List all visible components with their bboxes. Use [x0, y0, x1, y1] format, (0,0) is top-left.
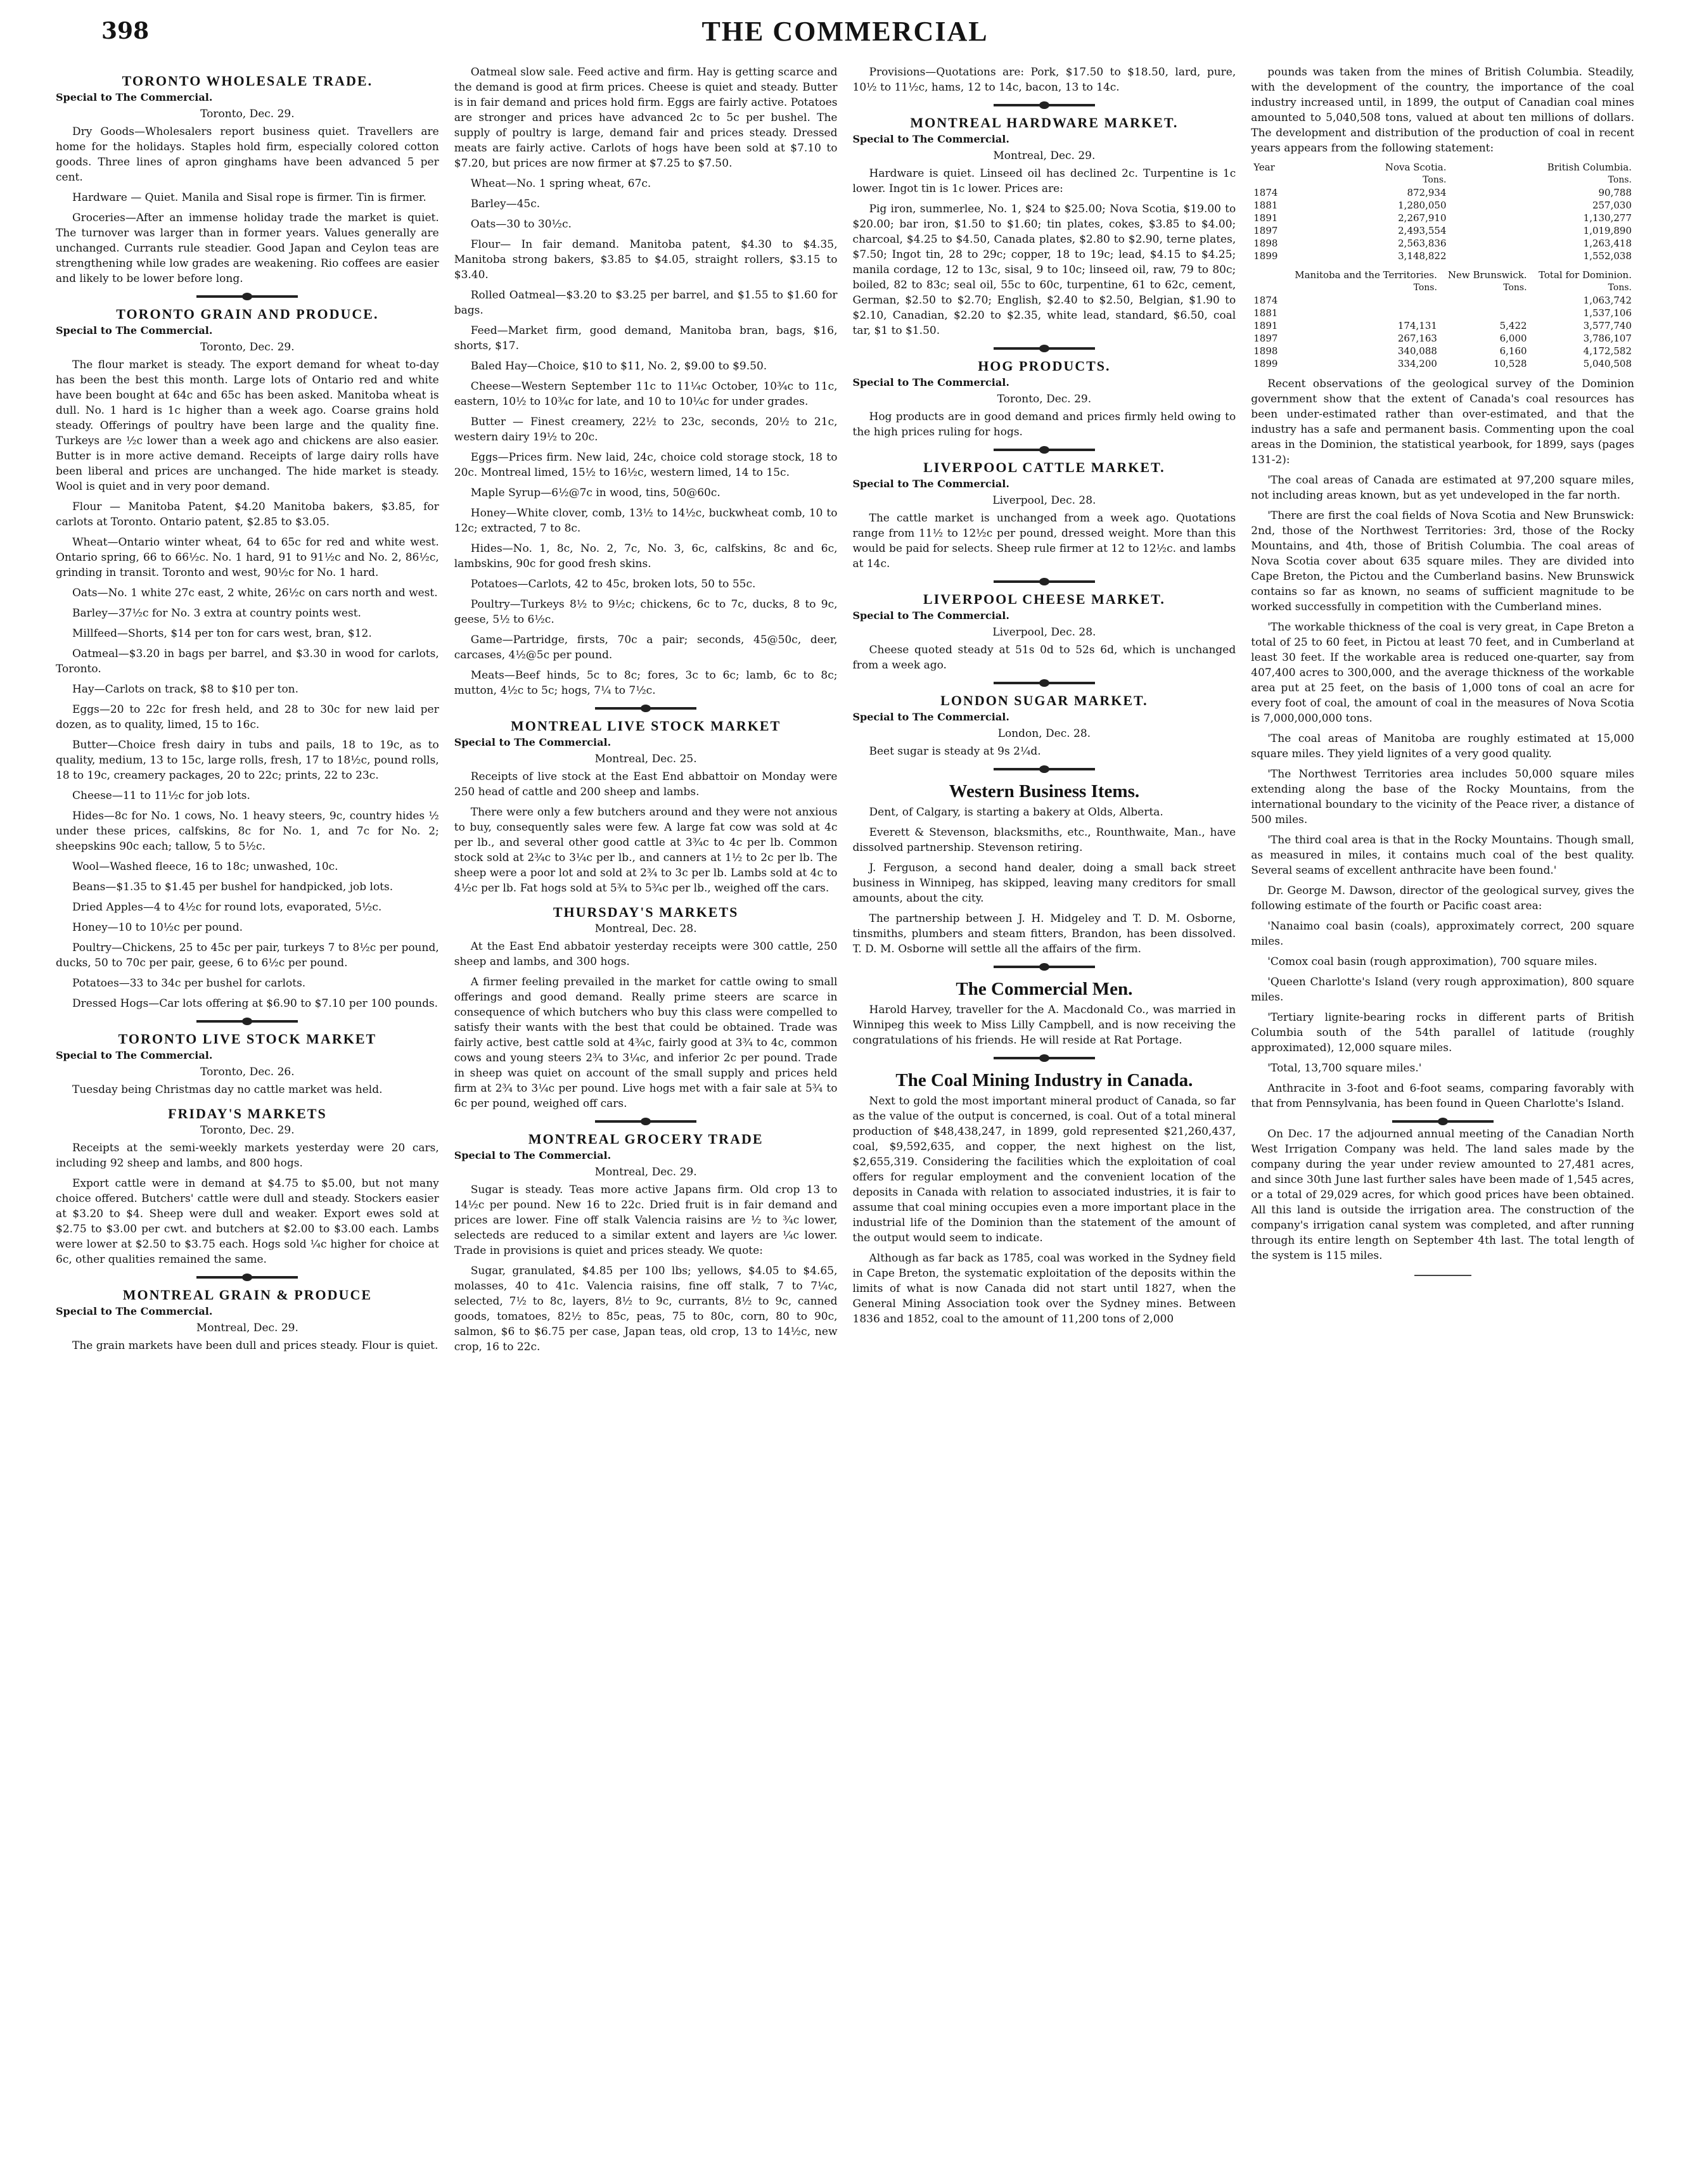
paragraph: The partnership between J. H. Midgeley and T. D. M. Osborne, tinsmiths, plumbers and steam fitters, Brandon, has been dissolved. T. D. M. Osborne will settle all the affairs of the firm. — [852, 912, 1236, 955]
paragraph: Feed—Market firm, good demand, Manitoba bran, bags, $16, shorts, $17. — [454, 324, 838, 352]
paragraph: pounds was taken from the mines of British Columbia. Steadily, with the development of the country, the importance of the coal industry increased until, in 1899, the output of Canadian coal mines amounted to 5,040,508 tons, valued at about ten millions of dollars. The development and distribution of the production of coal in recent years appears from the following statement: — [1251, 66, 1634, 155]
paragraph: 'There are first the coal fields of Nova Scotia and New Brunswick: 2nd, those of the Northwest Territories: 3rd, those of the Rocky Mountains, and 4th, those of British Columbia. The coal areas of Nova Scotia cover about 635 square miles. They are divided into Cape Breton, the Pictou and the Cumberland basins. New Brunswick contains so far as known, no seams of sufficient magnitude to be worked successfully in competition with the Cumberland mines. — [1251, 509, 1634, 613]
special-line: Special to The Commercial. — [56, 324, 213, 336]
columns — [56, 65, 1634, 2181]
dateline: Montreal, Dec. 29. — [993, 150, 1096, 162]
paragraph: Game—Partridge, firsts, 70c a pair; seconds, 45@50c, deer, carcases, 4½@5c per pound. — [454, 634, 838, 661]
paragraph: Oats—30 to 30½c. — [470, 218, 572, 231]
paragraph: The grain markets have been dull and prices steady. Flour is quiet. — [72, 1339, 439, 1352]
table-cell: 1,063,742 — [1583, 295, 1632, 306]
table-cell — [1283, 294, 1440, 307]
unit-label — [1251, 281, 1282, 294]
table-header: British Columbia. — [1547, 162, 1632, 173]
table-cell: 334,200 — [1397, 358, 1437, 369]
table-cell: 1897 — [1253, 225, 1278, 236]
table-row — [1251, 307, 1634, 319]
table-cell: 3,148,822 — [1398, 250, 1447, 262]
table-cell: 1,019,890 — [1583, 225, 1632, 236]
section-divider — [1392, 1120, 1494, 1123]
paragraph: Maple Syrup—6½@7c in wood, tins, 50@60c. — [470, 487, 720, 499]
special-line: Special to The Commercial. — [852, 376, 1009, 388]
paragraph: Receipts at the semi-weekly markets yesterday were 20 cars, including 92 sheep and lambs, and 800 hogs. — [56, 1142, 439, 1170]
section-divider — [994, 449, 1095, 451]
paragraph: Pig iron, summerlee, No. 1, $24 to $25.00; Nova Scotia, $19.00 to $20.00; bar iron, $1.50 to $1.60; tin plates, cokes, $3.85 to $4.00; charcoal, $4.25 to $4.50, Canada plates, $2.80 to $2.90, terne plates, $7.50; Ingot tin, 28 to 29c; copper, 18 to 19c; lead, $4.15 to $4.25; manila cordage, 12 to 13c, sisal, 9 to 10c; linseed oil, raw, 79 to 80c; boiled, 82 to 83c; seal oil, 55c to 60c, turpentine, 61 to 62c, cement, German, $2.50 to $2.70; English, $2.40 to $2.50, Belgian, $1.90 to $2.10, Canadian, $2.20 to $2.35, white lead, standard, $6.50, coal tar, $1 to $1.50. — [852, 203, 1236, 337]
table-cell: 3,577,740 — [1583, 320, 1632, 331]
table-row — [1251, 294, 1634, 307]
table-cell: 2,563,836 — [1398, 238, 1447, 249]
table-cell: 340,088 — [1397, 345, 1437, 357]
paragraph: Hardware — Quiet. Manila and Sisal rope is firmer. Tin is firmer. — [72, 191, 426, 204]
paragraph: 'The third coal area is that in the Rocky Mountains. Though small, as measured in miles, it contains much coal of the best quality. Several seams of excellent anthracite have been found.' — [1251, 834, 1634, 877]
unit-label: Tons. — [1423, 175, 1447, 185]
paragraph: Flour— In fair demand. Manitoba patent, $4.30 to $4.35, Manitoba strong bakers, $3.85 to $4.05, straight rollers, $3.15 to $3.40. — [454, 238, 838, 281]
special-line: Special to The Commercial. — [852, 711, 1009, 723]
table-cell: 1899 — [1253, 250, 1278, 262]
section-heading: LIVERPOOL CHEESE MARKET. — [923, 591, 1165, 607]
dateline: Toronto, Dec. 29. — [997, 393, 1092, 406]
paragraph: Beet sugar is steady at 9s 2¼d. — [869, 745, 1041, 758]
paragraph: Receipts of live stock at the East End abbattoir on Monday were 250 head of cattle and 200 sheep and lambs. — [454, 770, 838, 798]
table-cell: 5,040,508 — [1583, 358, 1632, 369]
table-cell: 872,934 — [1407, 187, 1447, 198]
dateline: Montreal, Dec. 28. — [594, 923, 697, 935]
table-cell: 1891 — [1253, 320, 1278, 331]
article-heading: The Commercial Men. — [956, 979, 1133, 999]
paragraph: Groceries—After an immense holiday trade the market is quiet. The turnover was larger than in former years. Values generally are unchanged. Currants rule steadier. Good Japan and Ceylon teas are strengthening while low grades are weakening. Rio coffees are easier and likely to be lower before long. — [56, 212, 439, 285]
paragraph: Barley—45c. — [470, 198, 541, 210]
table-cell: 1891 — [1253, 212, 1278, 224]
masthead — [56, 11, 1634, 51]
paragraph: A firmer feeling prevailed in the market for cattle owing to small offerings and good demand. Really prime steers are scarce in consequence of which butchers who buy this class were compelled to satisfy their wants with the best that could be obtained. Trade was fairly active, best cattle sold at 4¾c, fairly good at 3¾ to 4c, common cows and young steers 2¾ to 3¼c, and inferior 2c per pound. Trade in sheep was quiet on account of the small supply and prices held firm at 2¾ to 3¼c per pound. Live hogs met with a fair sale at 5¾ to 6c per pound, weighed off cars. — [454, 976, 838, 1110]
paragraph: Beans—$1.35 to $1.45 per bushel for handpicked, job lots. — [72, 881, 394, 893]
paragraph: The flour market is steady. The export demand for wheat to-day has been the best this month. Large lots of Ontario red and white have been bought at 64c and 65c has been asked. Manitoba wheat is dull. No. 1 hard is 1c higher than a week ago. Coarse grains hold steady. Offerings of poultry have been large and the quality fine. Turkeys are ½c lower than a week ago and chickens are also easier. Butter is in more active demand. Receipts of large dairy rolls have been liberal and prices are unchanged. The hide market is steady. Wool is quiet and in very poor demand. — [56, 359, 439, 493]
section-divider — [595, 707, 696, 710]
section-divider — [196, 1276, 298, 1279]
coal-output-table-1 — [1251, 161, 1634, 262]
section-heading: MONTREAL HARDWARE MARKET. — [910, 115, 1179, 131]
table-cell: 1897 — [1253, 333, 1278, 344]
dateline: Liverpool, Dec. 28. — [992, 626, 1096, 639]
paragraph: Oatmeal slow sale. Feed active and firm. Hay is getting scarce and the demand is good at firm prices. Cheese is quiet and steady. Butter is in fair demand and prices hold firm. Eggs are fairly active. Potatoes are stronger and prices have advanced 2c to 5c per bushel. The supply of poultry is large, demand fair and prices steady. Dressed meats are fairly active. Carlots of hogs have been sold at $7.10 to $7.20, but prices are now firmer at $7.25 to $7.50. — [454, 66, 838, 170]
unit-label: Tons. — [1608, 175, 1632, 185]
table-header: Year — [1253, 162, 1275, 173]
section-divider — [994, 104, 1095, 106]
paragraph: Hardware is quiet. Linseed oil has declined 2c. Turpentine is 1c lower. Ingot tin is 1c lower. Prices are: — [852, 167, 1236, 195]
paragraph: Tuesday being Christmas day no cattle market was held. — [72, 1083, 383, 1096]
paragraph: Potatoes—Carlots, 42 to 45c, broken lots, 50 to 55c. — [470, 578, 756, 591]
table-cell — [1440, 294, 1530, 307]
section-divider — [595, 1120, 696, 1123]
paragraph: Eggs—Prices firm. New laid, 24c, choice cold storage stock, 18 to 20c. Montreal limed, 15½ to 16½c, western limed, 14 to 15c. — [454, 451, 838, 479]
article-heading: The Coal Mining Industry in Canada. — [895, 1070, 1193, 1090]
paragraph: 'The Northwest Territories area includes 50,000 square miles extending along the base of the Rocky Mountains, from the international boundary to the vicinity of the Peace river, a distance of 500 miles. — [1251, 768, 1634, 826]
table-row — [1251, 319, 1634, 332]
paragraph: Dried Apples—4 to 4½c for round lots, evaporated, 5½c. — [72, 901, 382, 914]
table-cell: 2,267,910 — [1398, 212, 1447, 224]
paragraph: Meats—Beef hinds, 5c to 8c; fores, 3c to 6c; lamb, 6c to 8c; mutton, 4½c to 5c; hogs, 7¼ to 7½c. — [454, 669, 838, 697]
unit-label — [1251, 174, 1312, 186]
table-cell: 1,537,106 — [1583, 307, 1632, 319]
special-line: Special to The Commercial. — [56, 91, 213, 103]
paragraph: Sugar is steady. Teas more active Japans firm. Old crop 13 to 14½c per pound. New 16 to 22c. Dried fruit is in fair demand and prices are lower. Fine off stalk Valencia raisins are ½ to ¾c lower, selecteds are reduced to a similar extent and layers are ¼c lower. Trade in provisions is quiet and prices steady. We quote: — [454, 1184, 838, 1257]
dateline: London, Dec. 28. — [997, 727, 1091, 740]
paragraph: Flour — Manitoba Patent, $4.20 Manitoba bakers, $3.85, for carlots at Toronto. Ontario patent, $2.85 to $3.05. — [56, 501, 439, 528]
article-heading: Western Business Items. — [949, 781, 1140, 801]
paragraph: Rolled Oatmeal—$3.20 to $3.25 per barrel, and $1.55 to $1.60 for bags. — [454, 289, 838, 317]
paragraph: Dent, of Calgary, is starting a bakery at Olds, Alberta. — [869, 806, 1163, 819]
table-cell: 1,280,050 — [1398, 200, 1447, 211]
paragraph: 'Total, 13,700 square miles.' — [1267, 1062, 1422, 1075]
table-cell: 3,786,107 — [1583, 333, 1632, 344]
table-cell: 4,172,582 — [1583, 345, 1632, 357]
dateline: Toronto, Dec. 29. — [200, 1124, 295, 1137]
paragraph: Cheese quoted steady at 51s 0d to 52s 6d, which is unchanged from a week ago. — [852, 644, 1236, 672]
paragraph: Butter — Finest creamery, 22½ to 23c, seconds, 20½ to 21c, western dairy 19½ to 20c. — [454, 416, 838, 444]
paragraph: Poultry—Chickens, 25 to 45c per pair, turkeys 7 to 8½c per pound, ducks, 50 to 70c per pair, geese, 6 to 6½c per pound. — [56, 942, 439, 969]
table-row — [1251, 212, 1634, 224]
paragraph: Hay—Carlots on track, $8 to $10 per ton. — [72, 683, 299, 696]
paragraph: Hides—8c for No. 1 cows, No. 1 heavy steers, 9c, country hides ½ under these prices, calfskins, 8c for No. 1, and 7c for No. 2; sheepskins 90c each; tallow, 5 to 5½c. — [56, 810, 439, 853]
table-cell: 1898 — [1253, 238, 1278, 249]
section-heading: HOG PRODUCTS. — [978, 358, 1111, 374]
paragraph: Barley—37½c for No. 3 extra at country points west. — [72, 607, 361, 620]
table-cell: 1,552,038 — [1583, 250, 1632, 262]
table-cell: 6,000 — [1499, 333, 1527, 344]
section-divider — [994, 1057, 1095, 1059]
paragraph: Hog products are in good demand and prices firmly held owing to the high prices ruling for hogs. — [852, 411, 1236, 438]
paragraph: Anthracite in 3-foot and 6-foot seams, comparing favorably with that from Pennsylvania, has been found in Queen Charlotte's Island. — [1251, 1082, 1634, 1110]
table-cell: 90,788 — [1598, 187, 1632, 198]
table-cell — [1283, 307, 1440, 319]
table-cell: 267,163 — [1397, 333, 1437, 344]
page-number: 398 — [101, 18, 150, 44]
section-heading: MONTREAL GROCERY TRADE — [528, 1131, 764, 1147]
paragraph: Eggs—20 to 22c for fresh held, and 28 to 30c for new laid per dozen, as to quality, limed, 15 to 16c. — [56, 703, 439, 731]
table-row — [1251, 345, 1634, 357]
table-row — [1251, 186, 1634, 199]
section-heading: TORONTO GRAIN AND PRODUCE. — [116, 306, 379, 322]
paragraph: Butter—Choice fresh dairy in tubs and pails, 18 to 19c, as to quality, medium, 13 to 15c, large rolls, fresh, 17 to 18½c, pound rolls, 18 to 19c, creamery packages, 20 to 22c; prints, 22 to 23c. — [56, 739, 439, 782]
table-header — [1251, 269, 1282, 281]
section-divider — [196, 295, 298, 298]
paragraph: Honey—10 to 10½c per pound. — [72, 921, 243, 934]
paragraph: 'The coal areas of Manitoba are roughly estimated at 15,000 square miles. They yield lignites of a very good quality. — [1251, 732, 1634, 760]
table-cell: 1899 — [1253, 358, 1278, 369]
paragraph: Dr. George M. Dawson, director of the geological survey, gives the following estimate of the fourth or Pacific coast area: — [1251, 884, 1634, 912]
paragraph: On Dec. 17 the adjourned annual meeting of the Canadian North West Irrigation Company was held. The land sales made by the company during the year under review amounted to 27,481 acres, and since 30th June last further sales have been made of 1,545 acres, or a total of 29,029 acres, for which good prices have been obtained. All this land is outside the irrigation area. The construction of the company's irrigation canal system was completed, and after running through its entire length on September 4th last. The total length of the system is 115 miles. — [1251, 1128, 1634, 1262]
paragraph: Baled Hay—Choice, $10 to $11, No. 2, $9.00 to $9.50. — [470, 360, 767, 373]
table-cell: 1898 — [1253, 345, 1278, 357]
dateline: Montreal, Dec. 29. — [594, 1166, 697, 1178]
paragraph: 'The workable thickness of the coal is very great, in Cape Breton a total of 25 to 60 feet, in Pictou at least 70 feet, and in Cumberland at least 30 feet. If the workable area is reduced one-quarter, say from 407,400 acres to 300,000, and the average thickness of the workable area put at 25 feet, on the basis of 1,000 tons of coal an acre for every foot of coal, the amount of coal in the measures of Nova Scotia is 7,000,000,000 tons. — [1251, 621, 1634, 725]
table-header: Nova Scotia. — [1385, 162, 1447, 173]
section-heading: MONTREAL LIVE STOCK MARKET — [510, 718, 781, 734]
sub-heading: FRIDAY'S MARKETS — [168, 1106, 327, 1121]
paragraph: There were only a few butchers around and they were not anxious to buy, consequently sales were few. A large fat cow was sold at 4c per lb., and several other good cattle at 3¾c to 4c per lb. Common stock sold at 2¾c to 3¼c per lb., and canners at 1½ to 2c per lb. The sheep were a poor lot and sold at 2¾ to 3c per lb. Lambs sold at 4c to 4½c per lb. Fat hogs sold at 5¾ to 5¾c per lb., weighed off the cars. — [454, 806, 838, 895]
special-line: Special to The Commercial. — [852, 133, 1009, 145]
section-divider — [994, 580, 1095, 583]
paragraph: Cheese—Western September 11c to 11¼c October, 10¾c to 11c, eastern, 10½ to 10¾c for late, and 10 to 10¼c for under grades. — [454, 380, 838, 408]
coal-article-rest — [1251, 376, 1634, 1263]
dateline: Toronto, Dec. 29. — [200, 108, 295, 120]
end-rule — [1414, 1275, 1471, 1276]
table-cell: 1874 — [1253, 295, 1278, 306]
table-row — [1251, 357, 1634, 370]
section-divider — [994, 682, 1095, 684]
paragraph: 'Queen Charlotte's Island (very rough approximation), 800 square miles. — [1251, 976, 1634, 1004]
table-cell: 5,422 — [1499, 320, 1527, 331]
section-heading: MONTREAL GRAIN & PRODUCE — [122, 1287, 373, 1303]
table-cell: 1881 — [1253, 307, 1278, 319]
special-line: Special to The Commercial. — [852, 610, 1009, 622]
newspaper-title: THE COMMERCIAL — [701, 16, 989, 47]
paragraph: Wool—Washed fleece, 16 to 18c; unwashed, 10c. — [72, 860, 338, 873]
paragraph: At the East End abbatoir yesterday receipts were 300 cattle, 250 sheep and lambs, and 300 hogs. — [454, 940, 838, 968]
table-cell: 10,528 — [1494, 358, 1527, 369]
section-divider — [994, 768, 1095, 770]
paragraph: Dressed Hogs—Car lots offering at $6.90 to $7.10 per 100 pounds. — [72, 997, 439, 1010]
dateline: Montreal, Dec. 29. — [196, 1322, 298, 1334]
sub-heading: THURSDAY'S MARKETS — [553, 904, 739, 920]
dateline: Montreal, Dec. 25. — [594, 753, 697, 765]
dateline: Liverpool, Dec. 28. — [992, 494, 1096, 507]
paragraph: Poultry—Turkeys 8½ to 9½c; chickens, 6c to 7c, ducks, 8 to 9c, geese, 5½ to 6½c. — [454, 598, 838, 626]
paragraph: Millfeed—Shorts, $14 per ton for cars west, bran, $12. — [72, 627, 372, 640]
coal-article-continued — [1251, 65, 1634, 156]
table-cell — [1440, 307, 1530, 319]
paragraph: Wheat—No. 1 spring wheat, 67c. — [470, 177, 651, 190]
paragraph: Dry Goods—Wholesalers report business quiet. Travellers are home for the holidays. Staples hold firm, especially colored cotton goods. Three lines of apron ginghams have been advanced 5 per cent. — [56, 125, 439, 184]
table-header: Manitoba and the Territories. — [1295, 269, 1437, 281]
paragraph: 'The coal areas of Canada are estimated at 97,200 square miles, not including areas known, but as yet undeveloped in the far north. — [1251, 474, 1634, 502]
paragraph: Honey—White clover, comb, 13½ to 14½c, buckwheat comb, 10 to 12c; extracted, 7 to 8c. — [454, 507, 838, 535]
unit-label: Tons. — [1413, 283, 1437, 293]
paragraph: Next to gold the most important mineral product of Canada, so far as the value of the output is concerned, is coal. Out of a total mineral production of $48,438,247, in 1899, gold represented $21,260,437, coal, $9,592,635, and copper, the next highest on the list, $2,655,319. Considering the facilities which the exploitation of coal offers for regular employment and the convenient location of the deposits in Canada with relation to associated industries, it is fair to assume that coal mining occupies even a more important place in the industrial life of the Dominion than the statement of the amount of the output would seem to indicate. — [852, 1095, 1236, 1244]
paragraph: Harold Harvey, traveller for the A. Macdonald Co., was married in Winnipeg this week to Miss Lilly Campbell, and is now receiving the congratulations of his friends. He will reside at Rat Portage. — [852, 1004, 1236, 1047]
section-divider — [994, 347, 1095, 350]
section-heading: TORONTO WHOLESALE TRADE. — [122, 73, 373, 89]
column-3 — [853, 65, 1236, 2181]
table-cell: 6,160 — [1499, 345, 1527, 357]
paragraph: The cattle market is unchanged from a week ago. Quotations range from 11½ to 12½c per pound, dressed weight. More than this would be paid for selects. Sheep rule firmer at 12 to 12½c. and lambs at 14c. — [852, 512, 1236, 570]
section-heading: LONDON SUGAR MARKET. — [940, 693, 1148, 708]
table-header: Total for Dominion. — [1539, 269, 1632, 281]
special-line: Special to The Commercial. — [56, 1305, 213, 1317]
paragraph: Oatmeal—$3.20 in bags per barrel, and $3.30 in wood for carlots, Toronto. — [56, 648, 439, 675]
unit-label: Tons. — [1503, 283, 1527, 293]
table-cell: 174,131 — [1397, 320, 1437, 331]
section-heading: TORONTO LIVE STOCK MARKET — [118, 1031, 377, 1047]
table-row — [1251, 237, 1634, 250]
paragraph: Oats—No. 1 white 27c east, 2 white, 26½c on cars north and west. — [72, 587, 438, 599]
section-divider — [196, 1020, 298, 1023]
special-line: Special to The Commercial. — [56, 1049, 213, 1061]
paragraph: J. Ferguson, a second hand dealer, doing a small back street business in Winnipeg, has skipped, leaving many creditors for small amounts, about the city. — [852, 862, 1236, 905]
column-1 — [56, 65, 439, 2181]
table-cell: 1,263,418 — [1583, 238, 1632, 249]
table-cell: 2,493,554 — [1398, 225, 1447, 236]
paragraph: Potatoes—33 to 34c per bushel for carlots. — [72, 977, 306, 990]
coal-output-table-2 — [1251, 269, 1634, 370]
table-cell: 1874 — [1253, 187, 1278, 198]
table-row — [1251, 224, 1634, 237]
paragraph: Cheese—11 to 11½c for job lots. — [72, 789, 250, 802]
table-row — [1251, 199, 1634, 212]
table-row — [1251, 250, 1634, 262]
dateline: Toronto, Dec. 29. — [200, 341, 295, 354]
table-row — [1251, 332, 1634, 345]
unit-label: Tons. — [1608, 283, 1632, 293]
special-line: Special to The Commercial. — [454, 1149, 611, 1161]
column-4 — [1251, 65, 1634, 2181]
paragraph: 'Tertiary lignite-bearing rocks in different parts of British Columbia south of the 54th parallel of latitude (roughly approximated), 12,000 square miles. — [1251, 1011, 1634, 1054]
paragraph: Hides—No. 1, 8c, No. 2, 7c, No. 3, 6c, calfskins, 8c and 6c, lambskins, 90c for good fresh skins. — [454, 542, 838, 570]
paragraph: Sugar, granulated, $4.85 per 100 lbs; yellows, $4.05 to $4.65, molasses, 40 to 41c. Valencia raisins, fine off stalk, 7 to 7¼c, selected, 7½ to 8c, layers, 8½ to 9c, currants, 8½ to 9c, canned goods, tomatoes, 82½ to 85c, peas, 75 to 80c, corn, 80 to 90c, salmon, $6 to $6.75 per case, Japan teas, old crop, 13 to 14½c, new crop, 16 to 22c. — [454, 1265, 838, 1353]
special-line: Special to The Commercial. — [852, 478, 1009, 490]
paragraph: Recent observations of the geological survey of the Dominion government show that the extent of Canada's coal resources has been under-estimated rather than over-estimated, and that the industry has a safe and permanent basis. Commenting upon the coal areas in the Dominion, the statistical yearbook, for 1899, says (pages 131-2): — [1251, 378, 1634, 466]
paragraph: 'Nanaimo coal basin (coals), approximately correct, 200 square miles. — [1251, 920, 1634, 948]
paragraph: Wheat—Ontario winter wheat, 64 to 65c for red and white west. Ontario spring, 66 to 66½c. No. 1 hard, 91 to 91½c and No. 2, 86½c, grinding in transit. Toronto and west, 90½c for No. 1 hard. — [56, 536, 439, 579]
paragraph: Provisions—Quotations are: Pork, $17.50 to $18.50, lard, pure, 10½ to 11½c, hams, 12 to 14c, bacon, 13 to 14c. — [852, 66, 1236, 94]
column-2 — [454, 65, 838, 2181]
table-cell: 1,130,277 — [1583, 212, 1632, 224]
special-line: Special to The Commercial. — [454, 736, 611, 748]
section-divider — [994, 966, 1095, 968]
paragraph: Everett & Stevenson, blacksmiths, etc., Rounthwaite, Man., have dissolved partnership. Stevenson retiring. — [852, 826, 1236, 854]
paragraph: Although as far back as 1785, coal was worked in the Sydney field in Cape Breton, the systematic exploitation of the deposits within the limits of what is now Canada did not start until 1827, when the General Mining Association took over the Sydney mines. Between 1836 and 1852, coal to the amount of 11,200 tons of 2,000 — [852, 1252, 1236, 1325]
paragraph: 'Comox coal basin (rough approximation), 700 square miles. — [1267, 955, 1597, 968]
table-header: New Brunswick. — [1447, 269, 1527, 281]
dateline: Toronto, Dec. 26. — [200, 1066, 295, 1078]
paragraph: Export cattle were in demand at $4.75 to $5.00, but not many choice offered. Butchers' cattle were dull and steady. Stockers easier at $3.20 to $4. Sheep were dull and weaker. Export ewes sold at $2.75 to $3.00 per cwt. and butchers at $2.00 to $3.00 each. Lambs were lower at $2.50 to $3.75 each. Hogs sold ¼c higher for choice at 6c, other qualities remained the same. — [56, 1177, 439, 1266]
table-cell: 1881 — [1253, 200, 1278, 211]
section-heading: LIVERPOOL CATTLE MARKET. — [923, 459, 1165, 475]
table-cell: 257,030 — [1592, 200, 1632, 211]
